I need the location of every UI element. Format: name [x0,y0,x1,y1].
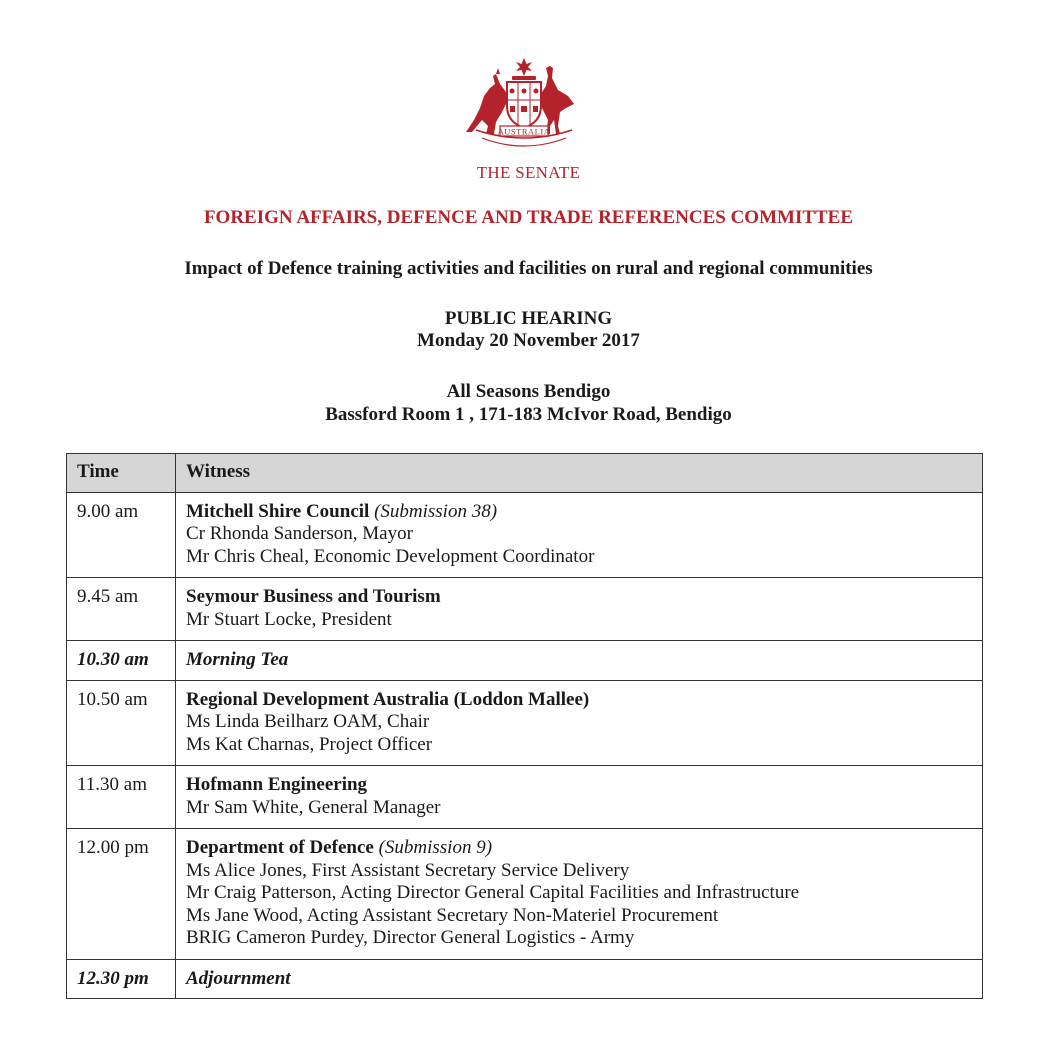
column-header-time: Time [67,454,176,493]
table-header-row [67,454,983,493]
row-time: 12.00 pm [67,829,176,960]
row-time: 9.45 am [67,578,176,641]
witness-entry: Mr Chris Cheal, Economic Development Coordinator [186,545,595,567]
organisation-name: Mitchell Shire Council [186,500,370,522]
row-witness-cell [176,680,983,766]
witness-entry: Ms Kat Charnas, Project Officer [186,733,433,755]
witness-entry: Ms Linda Beilharz OAM, Chair [186,711,430,732]
coat-of-arms-logo [462,56,586,154]
svg-text:AUSTRALIA: AUSTRALIA [497,126,551,137]
row-time: 12.30 pm [67,959,176,999]
row-time: 11.30 am [67,766,176,829]
witness-entry: Mr Sam White, General Manager [186,796,441,818]
row-time: 10.30 am [67,641,176,681]
witness-entry: Mr Craig Patterson, Acting Director General Capital Facilities and Infrastructure [186,882,800,903]
witness-entry: Cr Rhonda Sanderson, Mayor [186,523,413,544]
chamber-title: THE SENATE [476,163,581,182]
program-table [66,453,983,999]
hearing-type: PUBLIC HEARING [444,308,613,329]
organisation-name: Department of Defence [186,837,374,858]
submission-ref: (Submission 9) [378,837,493,858]
venue-address: Bassford Room 1 , 171-183 McIvor Road, Bendigo [325,404,732,425]
table-row [67,578,983,641]
witness-entry: Ms Jane Wood, Acting Assistant Secretary Non-Materiel Procurement [186,904,719,926]
break-label: Morning Tea [176,641,983,681]
table-row [67,829,983,960]
table-row [67,766,983,829]
organisation-name: Regional Development Australia (Loddon Mallee) [186,688,590,710]
row-witness-cell [176,829,983,960]
venue-name: All Seasons Bendigo [446,381,611,402]
committee-title: FOREIGN AFFAIRS, DEFENCE AND TRADE REFERENCES COMMITTEE [203,207,854,228]
table-row-break [67,959,983,999]
organisation-name: Hofmann Engineering [186,774,368,795]
submission-ref: (Submission 38) [374,500,498,522]
row-witness-cell [176,766,983,829]
organisation-name: Seymour Business and Tourism [186,586,441,607]
row-witness-cell [176,492,983,578]
table-row [67,492,983,578]
table-row [67,680,983,766]
venue-block [0,380,1057,426]
hearing-date: Monday 20 November 2017 [417,330,640,351]
column-header-witness: Witness [176,454,983,493]
row-witness-cell [176,578,983,641]
hearing-block [0,308,1057,352]
witness-entry: Mr Stuart Locke, President [186,608,392,630]
row-time: 9.00 am [67,492,176,578]
inquiry-title: Impact of Defence training activities and facilities on rural and regional communities [184,258,873,279]
break-label: Adjournment [176,959,983,999]
witness-entry: BRIG Cameron Purdey, Director General Logistics - Army [186,927,635,948]
row-time: 10.50 am [67,680,176,766]
table-row-break [67,641,983,681]
witness-entry: Ms Alice Jones, First Assistant Secretary Service Delivery [186,859,630,881]
